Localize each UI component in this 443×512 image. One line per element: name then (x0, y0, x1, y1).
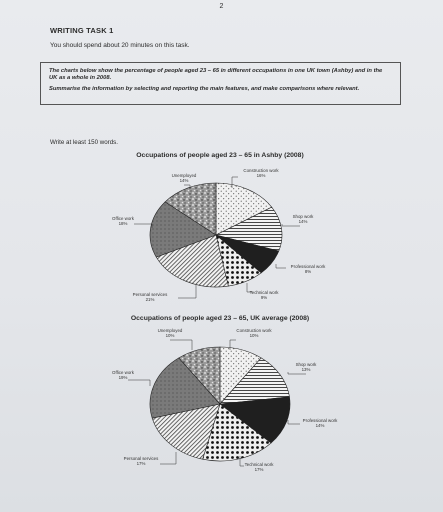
chart2-pie (150, 347, 290, 461)
chart2-label-technical-value: 17% (254, 467, 264, 473)
chart2-label-shop (288, 362, 324, 373)
chart2-label-unemployed-value: 10% (165, 333, 175, 339)
chart1-label-technical (244, 290, 284, 301)
chart1-label-office (106, 216, 140, 227)
chart1-label-office-name: Office work (112, 216, 134, 221)
chart1-label-personal (126, 292, 174, 303)
chart2-title: Occupations of people aged 23 – 65, UK average (2008) (130, 315, 310, 322)
chart2-label-construction-value: 10% (249, 333, 259, 339)
chart2-label-personal-value: 17% (136, 461, 146, 467)
leader-line (178, 285, 196, 298)
chart1-label-technical-name: Technical work (249, 290, 279, 295)
chart2-label-professional (292, 418, 348, 429)
time-instruction: You should spend about 20 minutes on this task. (50, 42, 190, 49)
chart1-label-shop-value: 14% (298, 219, 308, 225)
chart1-label-construction (236, 168, 286, 179)
chart2-label-construction (228, 328, 280, 339)
leader-line (170, 340, 192, 350)
chart1-label-office-value: 18% (118, 221, 128, 227)
chart2-label-personal-name: Personal services (123, 456, 159, 461)
chart2-label-unemployed-name: Unemployed (157, 328, 183, 333)
chart1-label-shop-name: Shop work (292, 214, 314, 219)
task-prompt-line2: Summarise the information by selecting and reporting the main features, and make comparisons where relevant. (49, 86, 360, 93)
chart1-label-unemployed-value: 14% (179, 178, 189, 184)
chart1-title: Occupations of people aged 23 – 65 in Ashby (2008) (136, 152, 304, 159)
chart2-label-office-name: Office work (112, 370, 134, 375)
word-count-note: Write at least 150 words. (50, 139, 118, 146)
chart2-label-technical (236, 462, 282, 473)
chart2-label-technical-name: Technical work (244, 462, 274, 467)
chart2-label-personal (116, 456, 166, 467)
chart2-label-office (106, 370, 140, 381)
page-number: 2 (219, 3, 224, 10)
chart1-label-unemployed-name: Unemployed (171, 173, 197, 178)
chart1-label-construction-name: Construction work (243, 168, 279, 173)
leader-line (128, 380, 150, 386)
chart1-label-personal-value: 21% (145, 297, 155, 303)
chart1-label-professional-value: 8% (304, 269, 312, 275)
chart1-label-technical-value: 9% (260, 295, 268, 301)
chart2-label-professional-name: Professional work (302, 418, 338, 423)
chart2-label-shop-value: 13% (301, 367, 311, 373)
chart2-label-professional-value: 14% (315, 423, 325, 429)
chart2-label-office-value: 19% (118, 375, 128, 381)
task-heading: WRITING TASK 1 (50, 26, 114, 35)
chart2-label-unemployed (150, 328, 190, 339)
chart1-label-professional (282, 264, 334, 275)
task-prompt-line1: The charts below show the percentage of people aged 23 – 65 in different occupations in one UK town (Ashby) and in the UK as a whole in 2008. (49, 68, 383, 82)
chart2-label-construction-name: Construction work (236, 328, 272, 333)
chart2-label-shop-name: Shop work (295, 362, 317, 367)
chart1-label-unemployed (164, 173, 204, 184)
chart1-label-personal-name: Personal services (132, 292, 168, 297)
chart1-label-construction-value: 16% (256, 173, 266, 179)
chart1-pie (150, 183, 282, 287)
chart1-label-professional-name: Professional work (290, 264, 326, 269)
chart1-label-shop (286, 214, 320, 225)
